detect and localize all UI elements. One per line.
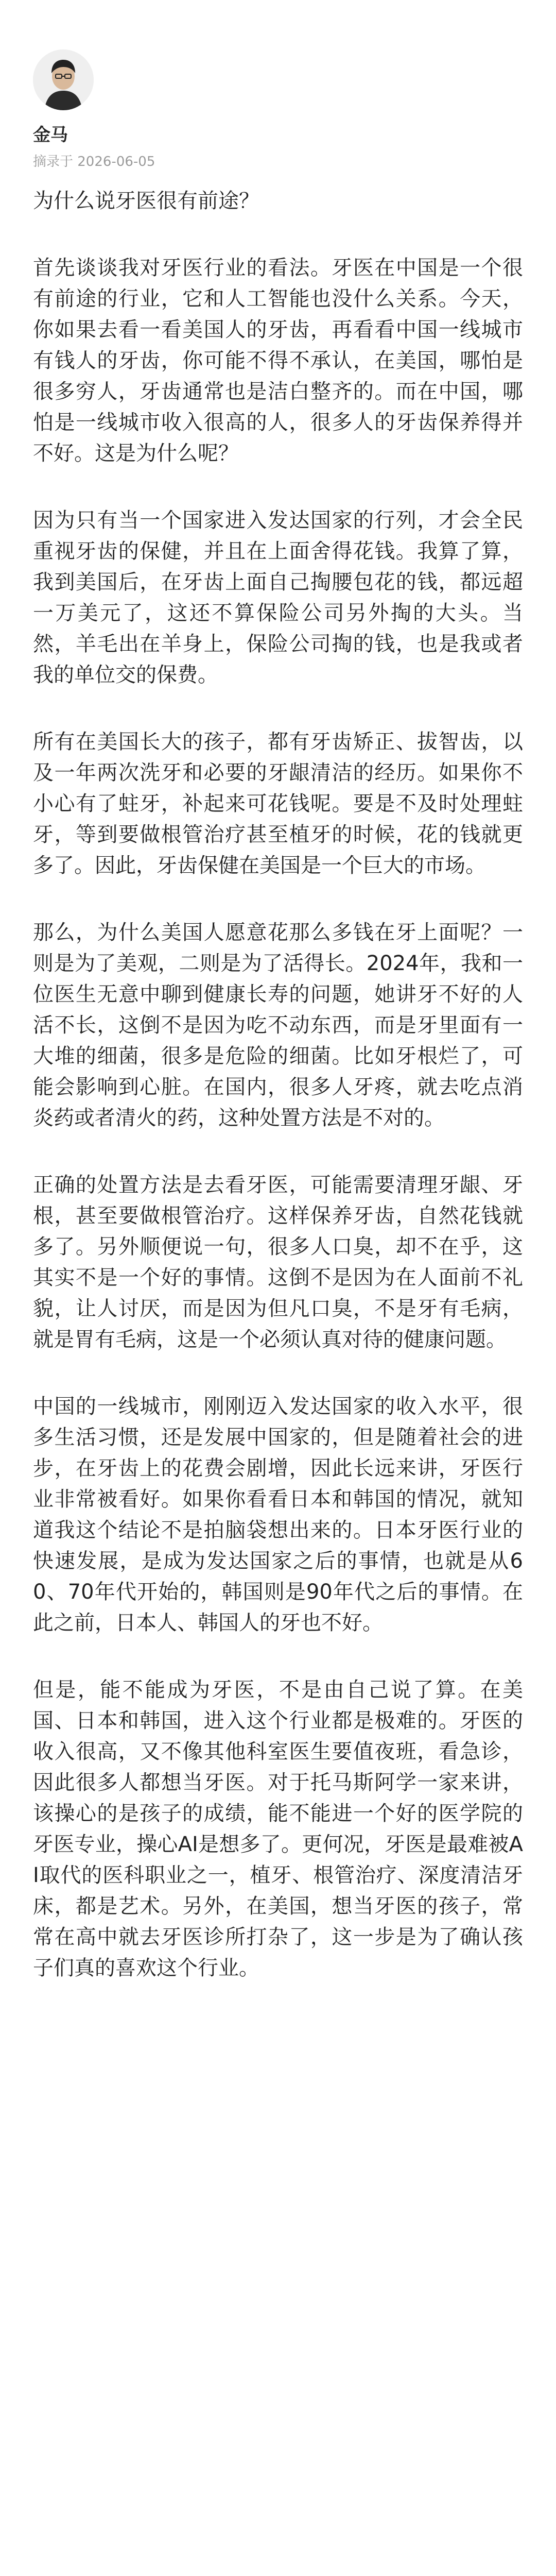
paragraph: 但是，能不能成为牙医，不是由自己说了算。在美国、日本和韩国，进入这个行业都是极难的。牙医的收入很高，又不像其他科室医生要值夜班，看急诊，因此很多人都想当牙医。对于托马斯阿学一家来讲，该操心的是孩子的成绩，能不能进一个好的医学院的牙医专业，操心AI是想多了。更何况，牙医是最难被AI取代的医科职业之一，植牙、根管治疗、深度清洁牙床，都是艺术。另外，在美国，想当牙医的孩子，常常在高中就去牙医诊所打杂了，这一步是为了确认孩子们真的喜欢这个行业。	[33, 1678, 523, 1980]
paragraph: 正确的处置方法是去看牙医，可能需要清理牙龈、牙根，甚至要做根管治疗。这样保养牙齿，自然花钱就多了。另外顺便说一句，很多人口臭，却不在乎，这其实不是一个好的事情。这倒不是因为在人面前不礼貌，让人讨厌，而是因为但凡口臭，不是牙有毛病，就是胃有毛病，这是一个必须认真对待的健康问题。	[33, 1173, 523, 1351]
article-title: 为什么说牙医很有前途？	[33, 189, 259, 213]
paragraph: 中国的一线城市，刚刚迈入发达国家的收入水平，很多生活习惯，还是发展中国家的，但是随着社会的进步，在牙齿上的花费会剧增，因此长远来讲，牙医行业非常被看好。如果你看看日本和韩国的情况，就知道我这个结论不是拍脑袋想出来的。日本牙医行业的快速发展，是成为发达国家之后的事情，也就是从60、70年代开始的，韩国则是90年代之后的事情。在此之前，日本人、韩国人的牙也不好。	[33, 1395, 523, 1635]
excerpt-date: 摘录于 2026-06-05	[33, 154, 155, 170]
avatar[interactable]	[33, 49, 94, 110]
author-header	[33, 49, 523, 170]
paragraph: 所有在美国长大的孩子，都有牙齿矫正、拔智齿，以及一年两次洗牙和必要的牙龈清洁的经历。如果你不小心有了蛀牙，补起来可花钱呢。要是不及时处理蛀牙，等到要做根管治疗甚至植牙的时候，花的钱就更多了。因此，牙齿保健在美国是一个巨大的市场。	[33, 730, 523, 877]
paragraph: 首先谈谈我对牙医行业的看法。牙医在中国是一个很有前途的行业，它和人工智能也没什么关系。今天，你如果去看一看美国人的牙齿，再看看中国一线城市有钱人的牙齿，你可能不得不承认，在美国，哪怕是很多穷人，牙齿通常也是洁白整齐的。而在中国，哪怕是一线城市收入很高的人，很多人的牙齿保养得并不好。这是为什么呢？	[33, 256, 523, 465]
avatar-portrait-icon	[33, 49, 94, 110]
paragraph: 那么，为什么美国人愿意花那么多钱在牙上面呢？一则是为了美观，二则是为了活得长。2024年，我和一位医生无意中聊到健康长寿的问题，她讲牙不好的人活不长，这倒不是因为吃不动东西，而是牙里面有一大堆的细菌，很多是危险的细菌。比如牙根烂了，可能会影响到心脏。在国内，很多人牙疼，就去吃点消炎药或者清火的药，这种处置方法是不对的。	[33, 921, 523, 1130]
paragraph: 因为只有当一个国家进入发达国家的行列，才会全民重视牙齿的保健，并且在上面舍得花钱。我算了算，我到美国后，在牙齿上面自己掏腰包花的钱，都远超一万美元了，这还不算保险公司另外掏的大头。当然，羊毛出在羊身上，保险公司掏的钱，也是我或者我的单位交的保费。	[33, 509, 523, 687]
article-body	[33, 185, 523, 2020]
author-name[interactable]: 金马	[33, 125, 68, 145]
